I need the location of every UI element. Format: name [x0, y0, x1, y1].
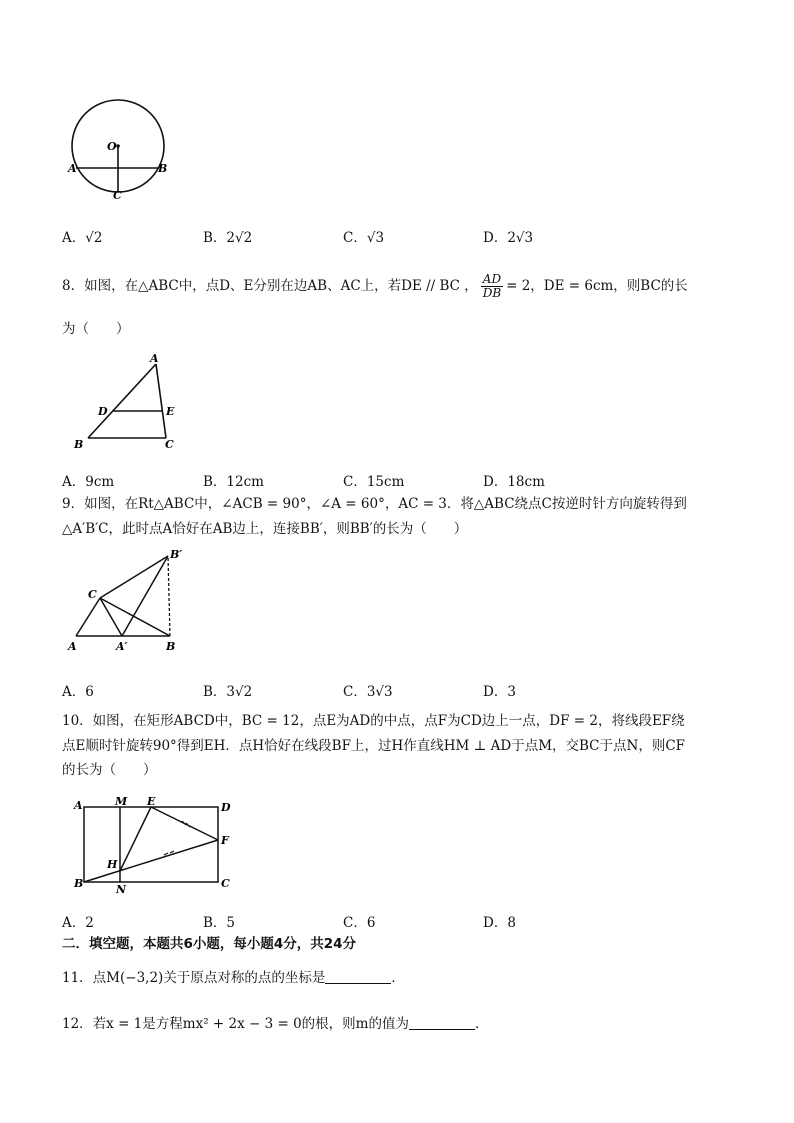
q12-question — [62, 1014, 488, 1034]
tick-eh-2 — [170, 851, 174, 853]
q10-option-d[interactable]: D．8 — [483, 915, 516, 931]
label-h: H — [107, 858, 118, 871]
q10-option-b[interactable]: B．5 — [203, 915, 236, 931]
q10-option-a[interactable]: A．2 — [62, 915, 94, 931]
label-a: A — [150, 352, 159, 365]
segment-bf — [84, 840, 218, 882]
side-cb-prime — [100, 556, 168, 598]
label-a: A — [74, 799, 83, 812]
q8-frac-num: AD — [482, 272, 502, 286]
q8-question-line1 — [62, 273, 688, 300]
side-a-prime-b-prime — [122, 556, 168, 636]
label-a-prime: A′ — [116, 640, 128, 653]
label-a: A — [68, 640, 77, 653]
q10-question-line2: 点E顺时针旋转90°得到EH．点H恰好在线段BF上，过H作直线HM ⊥ AD于点M，交BC于点N，则CF — [62, 738, 686, 754]
label-b: B — [158, 162, 168, 175]
label-c: C — [165, 438, 174, 451]
q11-question — [62, 968, 405, 988]
q11-text-end: ． — [391, 970, 405, 986]
label-a: A — [68, 162, 77, 175]
label-c: C — [113, 189, 122, 202]
q7-circle-figure — [62, 98, 182, 206]
label-b: B — [74, 877, 84, 890]
q8-option-c[interactable]: C．15cm — [343, 474, 405, 490]
q9-option-a[interactable]: A．6 — [62, 684, 94, 700]
label-f: F — [221, 834, 229, 847]
label-e: E — [166, 405, 175, 418]
q8-fraction — [481, 273, 503, 300]
segment-eh — [120, 807, 151, 871]
label-b: B — [74, 438, 84, 451]
q10-rectangle-figure — [70, 795, 240, 895]
q8-triangle-figure — [70, 352, 190, 452]
rectangle-abcd — [84, 807, 218, 882]
q11-answer-blank[interactable] — [325, 969, 391, 984]
q8-option-d[interactable]: D．18cm — [483, 474, 545, 490]
q10-question-line3: 的长为（ ） — [62, 762, 157, 778]
side-ac — [76, 598, 100, 636]
q9-question-line1: 9．如图，在Rt△ABC中，∠ACB = 90°，∠A = 60°，AC = 3．将△ABC绕点C按逆时针方向旋转得到 — [62, 496, 687, 512]
q7-option-d[interactable]: D．2√3 — [483, 230, 534, 246]
label-n: N — [116, 883, 127, 895]
q8-option-b[interactable]: B．12cm — [203, 474, 264, 490]
q9-option-b[interactable]: B．3√2 — [203, 684, 253, 700]
label-d: D — [221, 801, 231, 814]
q12-answer-blank[interactable] — [409, 1015, 475, 1030]
q9-question-line2: △A′B′C，此时点A恰好在AB边上，连接BB′，则BB′的长为（ ） — [62, 521, 468, 537]
label-c: C — [88, 588, 97, 601]
center-o-point — [116, 144, 120, 148]
q8-option-a[interactable]: A．9cm — [62, 474, 115, 490]
q7-option-c[interactable]: C．√3 — [343, 230, 385, 246]
label-o: O — [107, 140, 117, 153]
section-2-title: 二．填空题，本题共6小题，每小题4分，共24分 — [62, 936, 357, 952]
q12-text: 12．若x = 1是方程mx² + 2x − 3 = 0的根，则m的值为 — [62, 1016, 409, 1032]
q9-rotation-figure — [62, 548, 192, 656]
q10-option-c[interactable]: C．6 — [343, 915, 376, 931]
segment-bb-prime — [168, 556, 170, 636]
tick-eh — [164, 853, 168, 855]
q8-text-part2: = 2，DE = 6cm，则BC的长 — [506, 278, 688, 294]
q11-text: 11．点M(−3,2)关于原点对称的点的坐标是 — [62, 970, 326, 986]
q9-option-c[interactable]: C．3√3 — [343, 684, 393, 700]
label-d: D — [98, 405, 108, 418]
label-e: E — [147, 795, 156, 808]
q7-option-b[interactable]: B．2√2 — [203, 230, 253, 246]
q10-question-line1: 10．如图，在矩形ABCD中，BC = 12，点E为AD的中点，点F为CD边上一点，DF = 2，将线段EF绕 — [62, 713, 685, 729]
q9-option-d[interactable]: D．3 — [483, 684, 516, 700]
q7-option-a[interactable]: A．√2 — [62, 230, 103, 246]
side-ac — [156, 364, 166, 438]
q8-frac-den: DB — [482, 286, 502, 300]
side-ab — [88, 364, 156, 438]
label-b: B — [166, 640, 176, 653]
label-b-prime: B′ — [170, 548, 183, 561]
label-m: M — [115, 795, 128, 808]
q8-text-part1: 8．如图，在△ABC中，点D、E分别在边AB、AC上，若DE // BC ， — [62, 278, 478, 294]
q8-question-line2: 为（ ） — [62, 321, 130, 337]
q12-text-end: ． — [474, 1016, 489, 1032]
label-c: C — [221, 877, 230, 890]
